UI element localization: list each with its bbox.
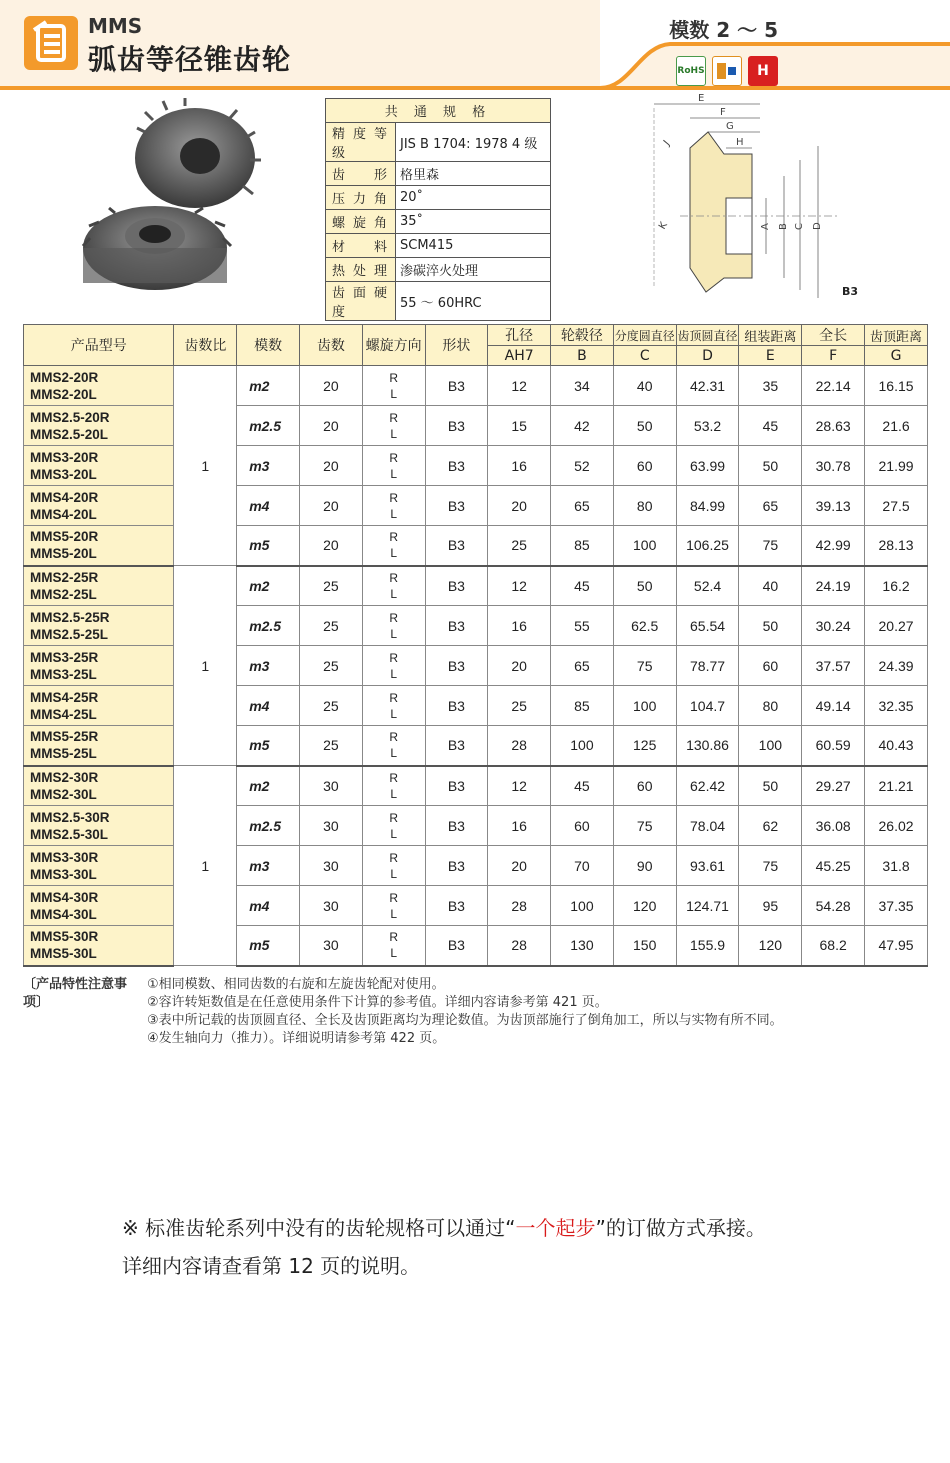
- part-number-r: MMS3-30R: [30, 849, 99, 865]
- helix-cell: R L: [362, 926, 425, 966]
- length-cell: 42.99: [802, 526, 865, 566]
- shape-cell: B3: [425, 926, 488, 966]
- part-number-l: MMS2.5-30L: [30, 826, 109, 842]
- part-number-cell: [24, 766, 174, 806]
- custom-order-highlight: 一个起步: [515, 1216, 596, 1240]
- bore-cell: 16: [488, 606, 551, 646]
- hub-cell: 85: [551, 686, 614, 726]
- bore-cell: 16: [488, 446, 551, 486]
- spec-row: 精度等级 JIS B 1704: 1978 4 级: [326, 123, 551, 162]
- part-number-cell: [24, 846, 174, 886]
- shape-cell: B3: [425, 686, 488, 726]
- part-number-r: MMS3-25R: [30, 649, 99, 665]
- module-range: 模数 2 ～ 5: [669, 18, 778, 42]
- bore-cell: 12: [488, 766, 551, 806]
- mount-cell: 50: [739, 766, 802, 806]
- col-module: 模数: [237, 325, 300, 366]
- part-number-cell: [24, 446, 174, 486]
- col-length-sub: F: [802, 346, 865, 366]
- teeth-cell: 20: [300, 526, 363, 566]
- helix-cell: R L: [362, 526, 425, 566]
- part-number-cell: [24, 486, 174, 526]
- teeth-cell: 20: [300, 366, 363, 406]
- bore-cell: 28: [488, 726, 551, 766]
- col-teeth: 齿数: [300, 325, 363, 366]
- helix-cell: R L: [362, 806, 425, 846]
- part-number-r: MMS2.5-20R: [30, 409, 110, 425]
- length-cell: 37.57: [802, 646, 865, 686]
- mount-cell: 80: [739, 686, 802, 726]
- module-cell: m2.5: [237, 806, 300, 846]
- part-number-l: MMS2-20L: [30, 386, 97, 402]
- crown-cell: 40.43: [865, 726, 928, 766]
- table-row: [24, 566, 928, 606]
- table-row: [24, 686, 928, 726]
- bore-cell: 12: [488, 366, 551, 406]
- length-cell: 60.59: [802, 726, 865, 766]
- crown-cell: 28.13: [865, 526, 928, 566]
- hub-cell: 100: [551, 886, 614, 926]
- shape-cell: B3: [425, 446, 488, 486]
- length-cell: 49.14: [802, 686, 865, 726]
- shape-cell: B3: [425, 726, 488, 766]
- length-cell: 68.2: [802, 926, 865, 966]
- module-cell: m3: [237, 646, 300, 686]
- length-cell: 39.13: [802, 486, 865, 526]
- crown-cell: 16.2: [865, 566, 928, 606]
- pitch-cell: 100: [613, 526, 676, 566]
- part-number-cell: [24, 406, 174, 446]
- bore-cell: 25: [488, 686, 551, 726]
- shape-cell: B3: [425, 526, 488, 566]
- product-table-body: [24, 366, 928, 966]
- outer-cell: 62.42: [676, 766, 739, 806]
- ratio-cell: 1: [174, 766, 237, 966]
- col-length: 全长: [802, 325, 865, 346]
- pitch-cell: 125: [613, 726, 676, 766]
- hub-cell: 70: [551, 846, 614, 886]
- outer-cell: 124.71: [676, 886, 739, 926]
- teeth-cell: 25: [300, 646, 363, 686]
- bore-cell: 28: [488, 926, 551, 966]
- crown-cell: 47.95: [865, 926, 928, 966]
- hub-cell: 52: [551, 446, 614, 486]
- table-row: [24, 446, 928, 486]
- ratio-cell: 1: [174, 366, 237, 566]
- col-hub: 轮毂径: [551, 325, 614, 346]
- hub-cell: 100: [551, 726, 614, 766]
- length-cell: 29.27: [802, 766, 865, 806]
- teeth-cell: 30: [300, 846, 363, 886]
- part-number-l: MMS4-20L: [30, 506, 97, 522]
- part-number-r: MMS2-25R: [30, 569, 99, 585]
- dimension-diagram: [640, 88, 870, 303]
- mount-cell: 75: [739, 846, 802, 886]
- pitch-cell: 40: [613, 366, 676, 406]
- spec-row: 齿面硬度 55 ～ 60HRC: [326, 282, 551, 321]
- outer-cell: 84.99: [676, 486, 739, 526]
- teeth-cell: 20: [300, 486, 363, 526]
- hardened-icon: H: [748, 56, 778, 86]
- dim-label-g: G: [726, 121, 734, 132]
- crown-cell: 26.02: [865, 806, 928, 846]
- col-bore-sub: AH7: [488, 346, 551, 366]
- pitch-cell: 60: [613, 446, 676, 486]
- table-row: [24, 926, 928, 966]
- length-cell: 22.14: [802, 366, 865, 406]
- part-number-cell: [24, 926, 174, 966]
- table-row: [24, 886, 928, 926]
- note-item: ④发生轴向力（推力）。详细说明请参考第 422 页。: [147, 1031, 446, 1046]
- outer-cell: 63.99: [676, 446, 739, 486]
- part-number-cell: [24, 526, 174, 566]
- part-number-r: MMS2-30R: [30, 769, 99, 785]
- part-number-l: MMS4-30L: [30, 906, 97, 922]
- table-row: [24, 806, 928, 846]
- hub-cell: 85: [551, 526, 614, 566]
- note-item: ③表中所记载的齿顶圆直径、全长及齿顶距离均为理论数值。为齿顶部施行了倒角加工，所以与实物有所不同。: [147, 1013, 783, 1028]
- note-item: ①相同模数、相同齿数的右旋和左旋齿轮配对使用。: [147, 977, 445, 992]
- spec-row: 螺旋角 35˚: [326, 210, 551, 234]
- col-pitch: 分度圆直径: [613, 325, 676, 346]
- col-pitch-sub: C: [613, 346, 676, 366]
- col-crown-sub: G: [865, 346, 928, 366]
- module-cell: m5: [237, 526, 300, 566]
- shape-cell: B3: [425, 566, 488, 606]
- bore-cell: 25: [488, 526, 551, 566]
- outer-cell: 53.2: [676, 406, 739, 446]
- shape-cell: B3: [425, 766, 488, 806]
- common-spec-table: [325, 98, 551, 321]
- mount-cell: 45: [739, 406, 802, 446]
- table-row: [24, 486, 928, 526]
- spec-title: 共 通 规 格: [326, 99, 551, 123]
- part-number-r: MMS4-30R: [30, 889, 99, 905]
- crown-cell: 20.27: [865, 606, 928, 646]
- dim-label-f: F: [720, 107, 726, 118]
- teeth-cell: 30: [300, 766, 363, 806]
- outer-cell: 78.77: [676, 646, 739, 686]
- module-cell: m3: [237, 846, 300, 886]
- helix-cell: R L: [362, 606, 425, 646]
- gear-category-icon: [24, 16, 78, 70]
- part-number-r: MMS5-30R: [30, 929, 99, 945]
- crown-cell: 21.99: [865, 446, 928, 486]
- part-number-l: MMS5-20L: [30, 546, 97, 562]
- module-cell: m4: [237, 486, 300, 526]
- bore-cell: 20: [488, 646, 551, 686]
- part-number-r: MMS2.5-30R: [30, 809, 110, 825]
- col-outer-sub: D: [676, 346, 739, 366]
- col-ratio: 齿数比: [174, 325, 237, 366]
- pitch-cell: 100: [613, 686, 676, 726]
- pitch-cell: 75: [613, 646, 676, 686]
- helix-cell: R L: [362, 406, 425, 446]
- mount-cell: 100: [739, 726, 802, 766]
- col-part-number: 产品型号: [24, 325, 174, 366]
- helix-cell: R L: [362, 846, 425, 886]
- hub-cell: 55: [551, 606, 614, 646]
- page-title: 弧齿等径锥齿轮: [88, 43, 292, 76]
- module-cell: m2: [237, 766, 300, 806]
- col-mount-sub: E: [739, 346, 802, 366]
- outer-cell: 104.7: [676, 686, 739, 726]
- mount-cell: 40: [739, 566, 802, 606]
- crown-cell: 24.39: [865, 646, 928, 686]
- bore-cell: 16: [488, 806, 551, 846]
- product-table: [23, 324, 928, 967]
- note-item: ②容许转矩数值是在任意使用条件下计算的参考值。详细内容请参考第 421 页。: [147, 995, 608, 1010]
- part-number-l: MMS5-25L: [30, 746, 97, 762]
- part-number-l: MMS3-30L: [30, 866, 97, 882]
- crown-cell: 31.8: [865, 846, 928, 886]
- part-number-cell: [24, 686, 174, 726]
- spec-row: 材料 SCM415: [326, 234, 551, 258]
- teeth-cell: 25: [300, 726, 363, 766]
- helix-cell: R L: [362, 766, 425, 806]
- table-row: [24, 526, 928, 566]
- notes-label: 〔产品特性注意事项〕: [23, 977, 128, 1010]
- hub-cell: 42: [551, 406, 614, 446]
- dim-label-b: B: [778, 223, 789, 230]
- mount-cell: 75: [739, 526, 802, 566]
- hub-cell: 60: [551, 806, 614, 846]
- dim-label-c: C: [794, 223, 805, 230]
- shape-cell: B3: [425, 486, 488, 526]
- shape-cell: B3: [425, 406, 488, 446]
- hub-cell: 45: [551, 766, 614, 806]
- table-row: [24, 406, 928, 446]
- dim-label-e: E: [698, 93, 705, 104]
- helix-cell: R L: [362, 886, 425, 926]
- helix-cell: R L: [362, 446, 425, 486]
- spiral-bevel-gear-image: [75, 98, 275, 308]
- mount-cell: 50: [739, 446, 802, 486]
- mount-cell: 95: [739, 886, 802, 926]
- hub-cell: 65: [551, 486, 614, 526]
- bore-cell: 12: [488, 566, 551, 606]
- pitch-cell: 60: [613, 766, 676, 806]
- teeth-cell: 30: [300, 886, 363, 926]
- pitch-cell: 75: [613, 806, 676, 846]
- mount-cell: 120: [739, 926, 802, 966]
- length-cell: 30.78: [802, 446, 865, 486]
- rohs-badge: RoHS: [676, 56, 706, 86]
- part-number-cell: [24, 646, 174, 686]
- col-shape: 形状: [425, 325, 488, 366]
- teeth-cell: 25: [300, 686, 363, 726]
- length-cell: 30.24: [802, 606, 865, 646]
- part-number-l: MMS3-20L: [30, 466, 97, 482]
- part-number-cell: [24, 806, 174, 846]
- part-number-cell: [24, 566, 174, 606]
- pitch-cell: 50: [613, 406, 676, 446]
- shape-cell: B3: [425, 846, 488, 886]
- hub-cell: 34: [551, 366, 614, 406]
- mount-cell: 62: [739, 806, 802, 846]
- bore-cell: 20: [488, 486, 551, 526]
- helix-cell: R L: [362, 486, 425, 526]
- module-cell: m2.5: [237, 606, 300, 646]
- shape-type-label: B3: [842, 285, 859, 298]
- part-number-cell: [24, 726, 174, 766]
- module-cell: m2: [237, 566, 300, 606]
- table-row: [24, 646, 928, 686]
- mount-cell: 50: [739, 606, 802, 646]
- module-cell: m2.5: [237, 406, 300, 446]
- hub-cell: 45: [551, 566, 614, 606]
- module-cell: m5: [237, 726, 300, 766]
- table-row: [24, 766, 928, 806]
- hub-cell: 130: [551, 926, 614, 966]
- table-row: [24, 606, 928, 646]
- outer-cell: 52.4: [676, 566, 739, 606]
- outer-cell: 155.9: [676, 926, 739, 966]
- part-number-l: MMS2.5-20L: [30, 426, 109, 442]
- teeth-cell: 25: [300, 566, 363, 606]
- part-number-l: MMS2.5-25L: [30, 626, 109, 642]
- pitch-cell: 90: [613, 846, 676, 886]
- heat-treatment-icon: [712, 56, 742, 86]
- part-number-l: MMS4-25L: [30, 706, 97, 722]
- length-cell: 54.28: [802, 886, 865, 926]
- shape-cell: B3: [425, 646, 488, 686]
- crown-cell: 37.35: [865, 886, 928, 926]
- part-number-r: MMS4-25R: [30, 689, 99, 705]
- part-number-r: MMS3-20R: [30, 449, 99, 465]
- helix-cell: R L: [362, 366, 425, 406]
- custom-order-statement: ※ 标准齿轮系列中没有的齿轮规格可以通过“一个起步”的订做方式承接。: [122, 1216, 766, 1240]
- outer-cell: 106.25: [676, 526, 739, 566]
- pitch-cell: 80: [613, 486, 676, 526]
- table-row: [24, 726, 928, 766]
- teeth-cell: 30: [300, 806, 363, 846]
- teeth-cell: 25: [300, 606, 363, 646]
- outer-cell: 130.86: [676, 726, 739, 766]
- custom-order-reference: 详细内容请查看第 12 页的说明。: [122, 1254, 421, 1278]
- part-number-cell: [24, 606, 174, 646]
- part-number-r: MMS5-25R: [30, 729, 99, 745]
- part-number-cell: [24, 886, 174, 926]
- part-number-r: MMS2-20R: [30, 369, 99, 385]
- bore-cell: 20: [488, 846, 551, 886]
- bore-cell: 28: [488, 886, 551, 926]
- module-cell: m3: [237, 446, 300, 486]
- spec-row: 热处理 渗碳淬火处理: [326, 258, 551, 282]
- part-number-l: MMS2-30L: [30, 786, 97, 802]
- series-code: MMS: [88, 14, 143, 38]
- col-helix: 螺旋方向: [362, 325, 425, 366]
- module-cell: m2: [237, 366, 300, 406]
- certification-badges: [676, 56, 778, 86]
- part-number-cell: [24, 366, 174, 406]
- crown-cell: 21.6: [865, 406, 928, 446]
- col-crown: 齿顶距离: [865, 325, 928, 346]
- module-cell: m4: [237, 686, 300, 726]
- outer-cell: 93.61: [676, 846, 739, 886]
- module-cell: m4: [237, 886, 300, 926]
- shape-cell: B3: [425, 886, 488, 926]
- crown-cell: 21.21: [865, 766, 928, 806]
- length-cell: 36.08: [802, 806, 865, 846]
- crown-cell: 27.5: [865, 486, 928, 526]
- dim-label-k: K: [657, 220, 670, 232]
- crown-cell: 32.35: [865, 686, 928, 726]
- dim-label-a: A: [760, 223, 771, 230]
- col-mount: 组装距离: [739, 325, 802, 346]
- part-number-l: MMS3-25L: [30, 666, 97, 682]
- teeth-cell: 30: [300, 926, 363, 966]
- dim-label-h: H: [736, 137, 744, 148]
- length-cell: 24.19: [802, 566, 865, 606]
- part-number-l: MMS2-25L: [30, 586, 97, 602]
- col-outer: 齿顶圆直径: [676, 325, 739, 346]
- part-number-r: MMS4-20R: [30, 489, 99, 505]
- shape-cell: B3: [425, 366, 488, 406]
- dim-label-j: J: [661, 138, 673, 148]
- outer-cell: 78.04: [676, 806, 739, 846]
- pitch-cell: 150: [613, 926, 676, 966]
- pitch-cell: 62.5: [613, 606, 676, 646]
- teeth-cell: 20: [300, 446, 363, 486]
- ratio-cell: 1: [174, 566, 237, 766]
- helix-cell: R L: [362, 686, 425, 726]
- mount-cell: 60: [739, 646, 802, 686]
- crown-cell: 16.15: [865, 366, 928, 406]
- bore-cell: 15: [488, 406, 551, 446]
- helix-cell: R L: [362, 646, 425, 686]
- spec-row: 齿形 格里森: [326, 162, 551, 186]
- length-cell: 28.63: [802, 406, 865, 446]
- shape-cell: B3: [425, 606, 488, 646]
- part-number-r: MMS5-20R: [30, 529, 99, 545]
- pitch-cell: 120: [613, 886, 676, 926]
- helix-cell: R L: [362, 566, 425, 606]
- outer-cell: 65.54: [676, 606, 739, 646]
- spec-row: 压力角 20˚: [326, 186, 551, 210]
- pitch-cell: 50: [613, 566, 676, 606]
- part-number-l: MMS5-30L: [30, 946, 97, 962]
- table-row: [24, 846, 928, 886]
- dim-label-d: D: [812, 222, 823, 230]
- length-cell: 45.25: [802, 846, 865, 886]
- outer-cell: 42.31: [676, 366, 739, 406]
- helix-cell: R L: [362, 726, 425, 766]
- col-bore: 孔径: [488, 325, 551, 346]
- shape-cell: B3: [425, 806, 488, 846]
- table-row: [24, 366, 928, 406]
- module-cell: m5: [237, 926, 300, 966]
- mount-cell: 65: [739, 486, 802, 526]
- col-hub-sub: B: [551, 346, 614, 366]
- notes-list: [147, 976, 907, 1048]
- part-number-r: MMS2.5-25R: [30, 609, 110, 625]
- mount-cell: 35: [739, 366, 802, 406]
- hub-cell: 65: [551, 646, 614, 686]
- teeth-cell: 20: [300, 406, 363, 446]
